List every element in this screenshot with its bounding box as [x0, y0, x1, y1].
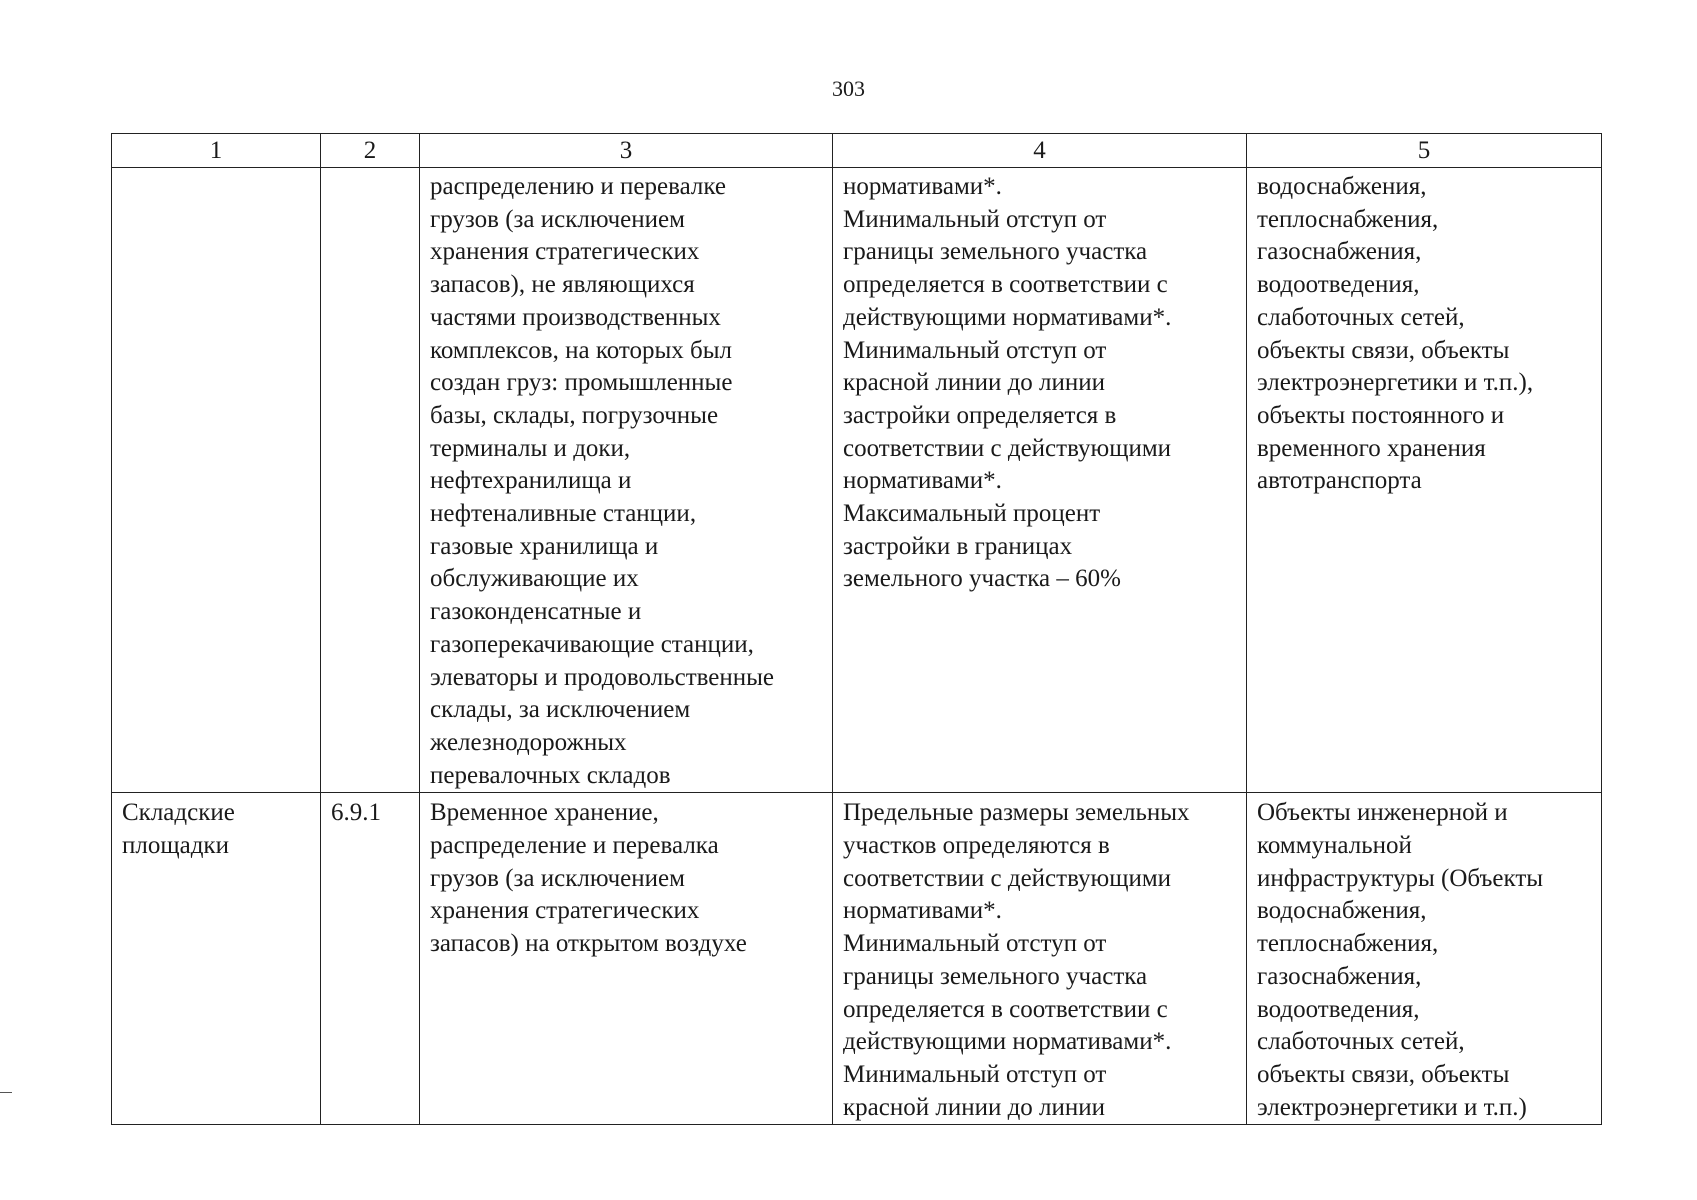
cell-text-line: 6.9.1 [331, 799, 381, 827]
cell-text-line: газоконденсатные и [430, 598, 642, 626]
cell-text-line: базы, склады, погрузочные [430, 401, 719, 429]
cell-text-line: нормативами*. [843, 173, 1002, 200]
cell-text-line: теплоснабжения, [1257, 205, 1439, 233]
cell-text-line: нормативами*. [843, 897, 1002, 925]
cell-text-line: электроэнергетики и т.п.) [1257, 1093, 1527, 1121]
row2-code-cell [321, 793, 420, 1125]
cell-text-line: элеваторы и продовольственные [430, 663, 775, 691]
cell-text-line: хранения стратегических [430, 897, 700, 925]
row2-parameters-cell [833, 793, 1247, 1125]
cell-text-line: объекты связи, объекты [1257, 336, 1510, 364]
cell-text-line: водоотведения, [1257, 271, 1420, 299]
cell-text-line: обслуживающие их [430, 565, 639, 593]
cell-text-line: действующими нормативами*. [843, 303, 1172, 331]
cell-text-line: распределение и перевалка [430, 832, 719, 860]
cell-text-line: Складские [122, 799, 235, 827]
table-row [112, 793, 1602, 1125]
cell-text-line: объекты связи, объекты [1257, 1060, 1510, 1088]
cell-text-line: временного хранения [1257, 434, 1486, 462]
cell-text-line: водоснабжения, [1257, 897, 1427, 925]
cell-text-line: участков определяются в [843, 832, 1110, 860]
cell-text-line: красной линии до линии [843, 369, 1106, 397]
land-use-table [111, 133, 1602, 1125]
cell-text-line: коммунальной [1257, 832, 1412, 860]
header-col-5: 5 [1247, 134, 1602, 168]
cell-text-line: хранения стратегических [430, 238, 700, 266]
cell-text-line: соответствии с действующими [843, 434, 1172, 462]
row1-description-cell [420, 168, 833, 793]
cell-text-line: границы земельного участка [843, 238, 1148, 266]
cell-text-line: нефтеналивные станции, [430, 500, 697, 528]
row1-parameters-cell [833, 168, 1247, 793]
cell-text-line: частями производственных [430, 303, 721, 331]
edge-mark [0, 1092, 12, 1093]
cell-text-line: Предельные размеры земельных [843, 799, 1190, 827]
cell-text-line: объекты постоянного и [1257, 401, 1505, 429]
header-col-1: 1 [112, 134, 321, 168]
cell-text-line: перевалочных складов [430, 761, 671, 789]
cell-text-line: Минимальный отступ от [843, 1060, 1107, 1088]
cell-text-line: Временное хранение, [430, 799, 659, 827]
cell-text-line: газоснабжения, [1257, 238, 1422, 266]
cell-text-line: нефтехранилища и [430, 467, 632, 495]
cell-text-line: инфраструктуры (Объекты [1257, 864, 1544, 892]
cell-text-line: запасов), не являющихся [430, 271, 695, 299]
cell-text-line: застройки в границах [843, 532, 1073, 560]
cell-text-line: грузов (за исключением [430, 205, 685, 233]
cell-text-line: земельного участка – 60% [843, 565, 1121, 593]
cell-text-line: газоснабжения, [1257, 962, 1422, 990]
cell-text-line: действующими нормативами*. [843, 1028, 1172, 1056]
cell-text-line: определяется в соответствии с [843, 995, 1168, 1023]
cell-text-line: застройки определяется в [843, 401, 1117, 429]
cell-text-line: слаботочных сетей, [1257, 1028, 1465, 1056]
cell-text-line: Максимальный процент [843, 500, 1101, 528]
cell-text-line: определяется в соответствии с [843, 271, 1168, 299]
cell-text-line: склады, за исключением [430, 696, 691, 724]
cell-text-line: запасов) на открытом воздухе [430, 930, 747, 958]
header-col-3: 3 [420, 134, 833, 168]
cell-text-line: границы земельного участка [843, 962, 1148, 990]
row1-use-name-cell [112, 168, 321, 793]
header-col-2: 2 [321, 134, 420, 168]
cell-text-line: красной линии до линии [843, 1093, 1106, 1121]
cell-text-line: слаботочных сетей, [1257, 303, 1465, 331]
table-row [112, 168, 1602, 793]
cell-text-line: Минимальный отступ от [843, 336, 1107, 364]
cell-text-line: соответствии с действующими [843, 864, 1172, 892]
cell-text-line: терминалы и доки, [430, 434, 631, 462]
cell-text-line: Минимальный отступ от [843, 205, 1107, 233]
cell-text-line: водоотведения, [1257, 995, 1420, 1023]
row2-auxiliary-uses-cell [1247, 793, 1602, 1125]
cell-text-line: распределению и перевалке [430, 173, 726, 200]
cell-text-line: газоперекачивающие станции, [430, 630, 754, 658]
cell-text-line: грузов (за исключением [430, 864, 685, 892]
cell-text-line: теплоснабжения, [1257, 930, 1439, 958]
row1-auxiliary-uses-cell [1247, 168, 1602, 793]
cell-text-line: Объекты инженерной и [1257, 799, 1508, 827]
cell-text-line: железнодорожных [430, 728, 627, 756]
cell-text-line: автотранспорта [1257, 467, 1422, 495]
row1-code-cell [321, 168, 420, 793]
header-col-4: 4 [833, 134, 1247, 168]
table-header-row [112, 134, 1602, 168]
row2-description-cell [420, 793, 833, 1125]
cell-text-line: водоснабжения, [1257, 173, 1427, 200]
cell-text-line: Минимальный отступ от [843, 930, 1107, 958]
cell-text-line: газовые хранилища и [430, 532, 659, 560]
page-number: 303 [832, 76, 865, 101]
cell-text-line: комплексов, на которых был [430, 336, 733, 364]
cell-text-line: площадки [122, 832, 229, 860]
row2-use-name-cell [112, 793, 321, 1125]
cell-text-line: нормативами*. [843, 467, 1002, 495]
cell-text-line: электроэнергетики и т.п.), [1257, 369, 1534, 397]
cell-text-line: создан груз: промышленные [430, 369, 733, 397]
